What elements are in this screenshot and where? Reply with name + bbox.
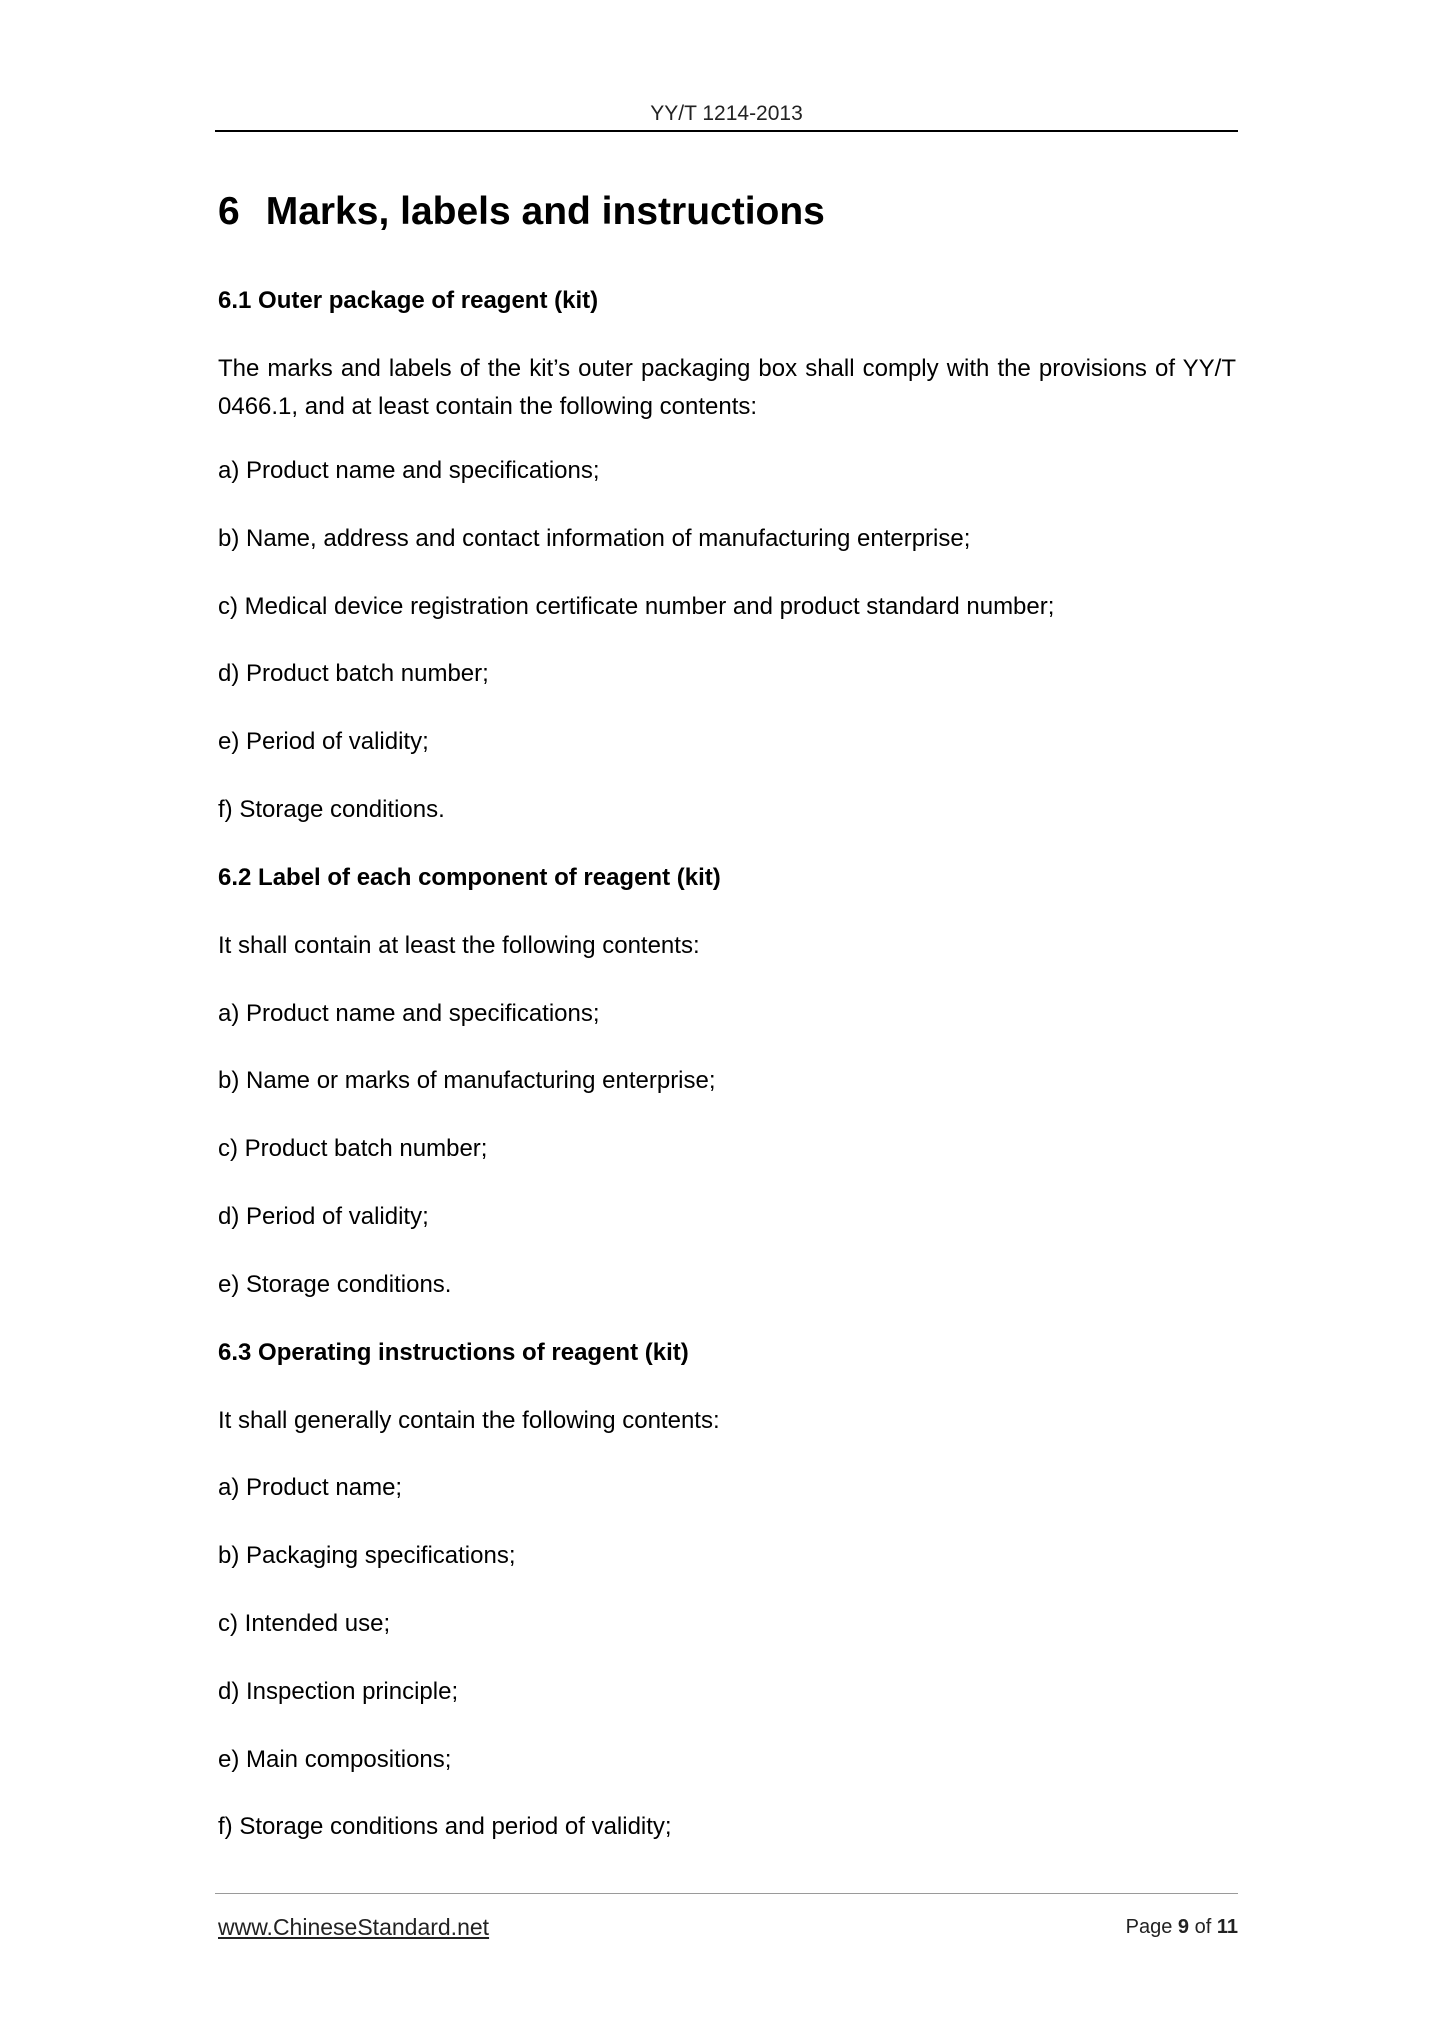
- footer-page-number: [1126, 1916, 1238, 1939]
- subsection-heading-6-1: 6.1 Outer package of reagent (kit): [218, 287, 599, 314]
- footer-divider: [215, 1893, 1238, 1894]
- list-item: c) Intended use;: [218, 1610, 391, 1637]
- subsection-intro-6-1: The marks and labels of the kit’s outer packaging box shall comply with the provisions of YY/T 0466.1, and at least contain the following contents:: [218, 355, 1236, 420]
- page-total: 11: [1216, 1916, 1238, 1938]
- list-item: e) Storage conditions.: [218, 1271, 452, 1298]
- list-item: e) Period of validity;: [218, 728, 429, 755]
- page-of: of: [1194, 1916, 1212, 1938]
- list-item: c) Product batch number;: [218, 1135, 488, 1162]
- subsection-heading-6-3: 6.3 Operating instructions of reagent (kit): [218, 1339, 689, 1366]
- page-current: 9: [1177, 1916, 1190, 1938]
- list-item: b) Packaging specifications;: [218, 1542, 516, 1569]
- section-title-text: Marks, labels and instructions: [265, 190, 825, 233]
- list-item: f) Storage conditions and period of validity;: [218, 1813, 672, 1840]
- list-item: a) Product name and specifications;: [218, 457, 600, 484]
- list-item: a) Product name and specifications;: [218, 1000, 600, 1027]
- subsection-heading-6-2: 6.2 Label of each component of reagent (kit): [218, 864, 721, 891]
- list-item: f) Storage conditions.: [218, 796, 445, 823]
- section-number: 6: [218, 190, 240, 233]
- header-standard-code: YY/T 1214-2013: [650, 102, 803, 125]
- subsection-intro-6-3: It shall generally contain the following contents:: [218, 1407, 720, 1434]
- header-divider: [215, 130, 1238, 132]
- subsection-intro-6-2: It shall contain at least the following contents:: [218, 932, 700, 959]
- list-item: b) Name, address and contact information of manufacturing enterprise;: [218, 525, 971, 552]
- list-item: b) Name or marks of manufacturing enterprise;: [218, 1067, 716, 1094]
- list-item: d) Inspection principle;: [218, 1678, 459, 1705]
- list-item: d) Period of validity;: [218, 1203, 429, 1230]
- list-item: e) Main compositions;: [218, 1746, 452, 1773]
- list-item: c) Medical device registration certificate number and product standard number;: [218, 593, 1055, 620]
- section-title: [218, 190, 825, 234]
- page-label: Page: [1125, 1916, 1173, 1938]
- footer-website-link[interactable]: www.ChineseStandard.net: [218, 1914, 490, 1940]
- list-item: a) Product name;: [218, 1474, 403, 1501]
- list-item: d) Product batch number;: [218, 660, 489, 687]
